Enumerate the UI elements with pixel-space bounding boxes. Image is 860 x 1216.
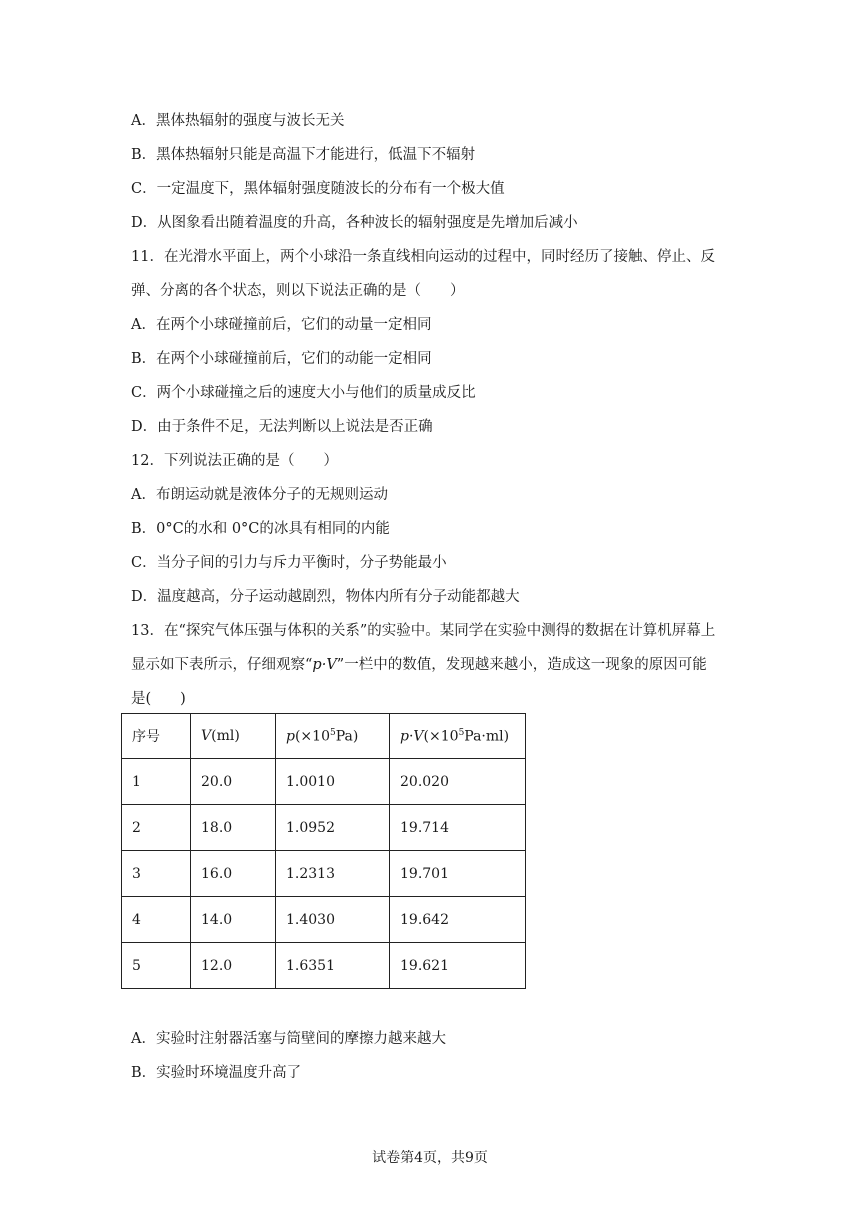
q12-option-c: C．当分子间的引力与斥力平衡时，分子势能最小 — [131, 555, 447, 571]
table-cell: 20.020 — [390, 759, 526, 805]
table-cell: 1.2313 — [276, 851, 390, 897]
table-cell: 1.4030 — [276, 897, 390, 943]
q12-option-a: A．布朗运动就是液体分子的无规则运动 — [131, 487, 388, 503]
table-cell: 19.621 — [390, 943, 526, 989]
table-cell: 18.0 — [191, 805, 276, 851]
table-cell: 5 — [122, 943, 191, 989]
q12-option-b: B．0°C的水和 0°C的冰具有相同的内能 — [131, 521, 390, 537]
table-cell: 3 — [122, 851, 191, 897]
table-cell: 12.0 — [191, 943, 276, 989]
table-header-cell: 序号 — [122, 714, 191, 759]
q11-option-c: C．两个小球碰撞之后的速度大小与他们的质量成反比 — [131, 385, 476, 401]
q13-option-a: A．实验时注射器活塞与筒壁间的摩擦力越来越大 — [131, 1031, 446, 1047]
q13-stem-line2-a: 显示如下表所示，仔细观察“ — [131, 657, 313, 673]
table-cell: 19.701 — [390, 851, 526, 897]
q10-option-d: D．从图象看出随着温度的升高，各种波长的辐射强度是先增加后减小 — [131, 215, 578, 231]
table-cell: 1 — [122, 759, 191, 805]
table-cell: 16.0 — [191, 851, 276, 897]
table-row — [122, 851, 526, 897]
table-cell: 1.6351 — [276, 943, 390, 989]
q11-option-b: B．在两个小球碰撞前后，它们的动能一定相同 — [131, 351, 432, 367]
table-cell: 4 — [122, 897, 191, 943]
table-cell: 19.714 — [390, 805, 526, 851]
q11-stem-line1: 11．在光滑水平面上，两个小球沿一条直线相向运动的过程中，同时经历了接触、停止、反 — [131, 249, 715, 265]
table-header-row — [122, 714, 526, 759]
table-cell: 1.0010 — [276, 759, 390, 805]
table-header-cell: V(ml) — [191, 714, 276, 759]
table-row — [122, 943, 526, 989]
page-footer: 试卷第4页，共9页 — [372, 1150, 488, 1166]
q13-stem-line3: 是( ) — [131, 691, 186, 707]
table-cell: 20.0 — [191, 759, 276, 805]
q10-option-a: A．黑体热辐射的强度与波长无关 — [131, 113, 345, 129]
q12-option-d: D．温度越高，分子运动越剧烈，物体内所有分子动能都越大 — [131, 589, 520, 605]
table-row — [122, 897, 526, 943]
q10-option-c: C．一定温度下，黑体辐射强度随波长的分布有一个极大值 — [131, 181, 505, 197]
q13-stem-line2 — [131, 655, 707, 675]
q13-pv-symbol: p·V — [312, 657, 337, 673]
table-row — [122, 805, 526, 851]
q10-option-b: B．黑体热辐射只能是高温下才能进行，低温下不辐射 — [131, 147, 476, 163]
q11-option-d: D．由于条件不足，无法判断以上说法是否正确 — [131, 419, 433, 435]
q13-stem-line1: 13．在“探究气体压强与体积的关系”的实验中。某同学在实验中测得的数据在计算机屏幕上 — [131, 623, 716, 639]
q13-option-b: B．实验时环境温度升高了 — [131, 1065, 302, 1081]
q11-option-a: A．在两个小球碰撞前后，它们的动量一定相同 — [131, 317, 432, 333]
table-header-cell: $p(\times 10^5Pa)$ — [276, 714, 390, 759]
table-cell: 14.0 — [191, 897, 276, 943]
table-cell: 2 — [122, 805, 191, 851]
table-cell: 1.0952 — [276, 805, 390, 851]
pv-data-table — [121, 713, 526, 989]
q13-stem-line2-b: ”一栏中的数值，发现越来越小，造成这一现象的原因可能 — [336, 657, 707, 673]
table-cell: 19.642 — [390, 897, 526, 943]
table-header-cell: $p\cdot V(\times 10^5Pa\cdot ml)$ — [390, 714, 526, 759]
q12-stem: 12．下列说法正确的是（ ） — [131, 453, 338, 469]
table-row — [122, 759, 526, 805]
q11-stem-line2: 弹、分离的各个状态，则以下说法正确的是（ ） — [131, 283, 465, 299]
